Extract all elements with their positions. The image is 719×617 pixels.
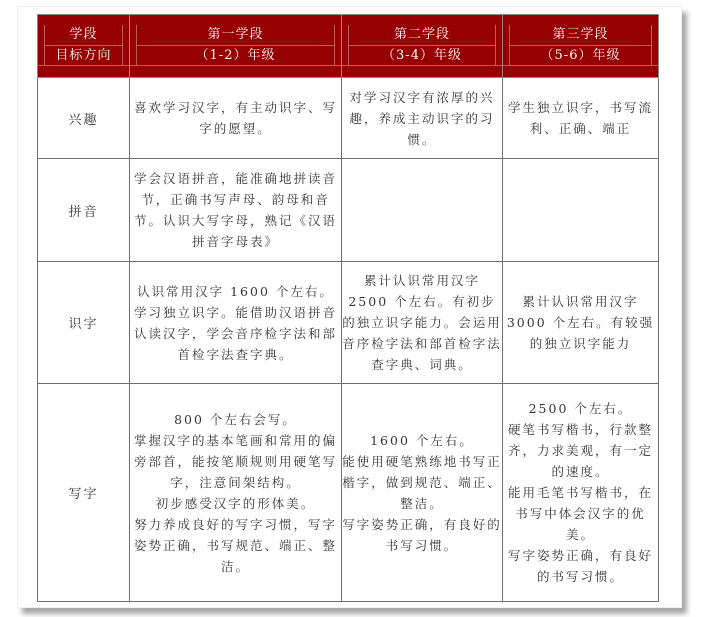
- cell-interest-stage-1: 喜欢学习汉字，有主动识字、写字的愿望。: [130, 78, 342, 159]
- cell-writing-stage-1: 800 个左右会写。 掌握汉字的基本笔画和常用的偏旁部首，能按笔顺规则用硬笔写字，注意间架结构。 初步感受汉字的形体美。 努力养成良好的写字习惯，写字姿势正确，书写规范、端正、整洁。: [130, 384, 342, 602]
- row-label-interest: 兴趣: [38, 78, 130, 159]
- stage-3-title: 第三学段: [510, 25, 651, 46]
- cell-literacy-stage-2: 累计认识常用汉字 2500 个左右。有初步的独立识字能力。会运用音序检字法和部首检字法查字典、词典。: [342, 262, 503, 384]
- table-row-pinyin: [38, 159, 659, 262]
- header-stage-2: [342, 15, 503, 78]
- cell-literacy-stage-3: 累计认识常用汉字 3000 个左右。有较强的独立识字能力: [503, 262, 659, 384]
- row-label-writing: 写字: [38, 384, 130, 602]
- table-row-literacy: [38, 262, 659, 384]
- row-label-literacy: 识字: [38, 262, 130, 384]
- cell-pinyin-stage-3: [503, 159, 659, 262]
- cell-pinyin-stage-1: 学会汉语拼音，能准确地拼读音节，正确书写声母、韵母和音节。认识大写字母，熟记《汉语拼音字母表》: [130, 159, 342, 262]
- cell-writing-stage-3: 2500 个左右。 硬笔书写楷书，行款整齐，力求美观，有一定的速度。 能用毛笔书写楷书，在书写中体会汉字的优美。 写字姿势正确，有良好的书写习惯。: [503, 384, 659, 602]
- stage-2-title: 第二学段: [349, 25, 495, 46]
- header-stage-3: [503, 15, 659, 78]
- cell-literacy-stage-1: 认识常用汉字 1600 个左右。学习独立识字。能借助汉语拼音认读汉字，学会音序检字法和部首检字法查字典。: [130, 262, 342, 384]
- header-stage-label: 学段: [45, 25, 122, 46]
- header-goal-direction-label: 目标方向: [55, 48, 112, 63]
- stage-3-grades: （5-6）年级: [540, 48, 621, 63]
- header-corner-cell: [38, 15, 130, 78]
- chinese-literacy-standards-table: [37, 14, 659, 602]
- cell-interest-stage-2: 对学习汉字有浓厚的兴趣，养成主动识字的习惯。: [342, 78, 503, 159]
- table-row-writing: [38, 384, 659, 602]
- cell-pinyin-stage-2: [342, 159, 503, 262]
- cell-writing-stage-2: 1600 个左右。 能使用硬笔熟练地书写正楷字，做到规范、端正、整洁。 写字姿势正确，有良好的书写习惯。: [342, 384, 503, 602]
- table-header-row: [38, 15, 659, 78]
- cell-interest-stage-3: 学生独立识字，书写流利、正确、端正: [503, 78, 659, 159]
- stage-2-grades: （3-4）年级: [382, 48, 462, 63]
- stage-1-grades: （1-2）年级: [195, 48, 276, 63]
- header-stage-1: [130, 15, 342, 78]
- row-label-pinyin: 拼音: [38, 159, 130, 262]
- stage-1-title: 第一学段: [137, 25, 334, 46]
- table-row-interest: [38, 78, 659, 159]
